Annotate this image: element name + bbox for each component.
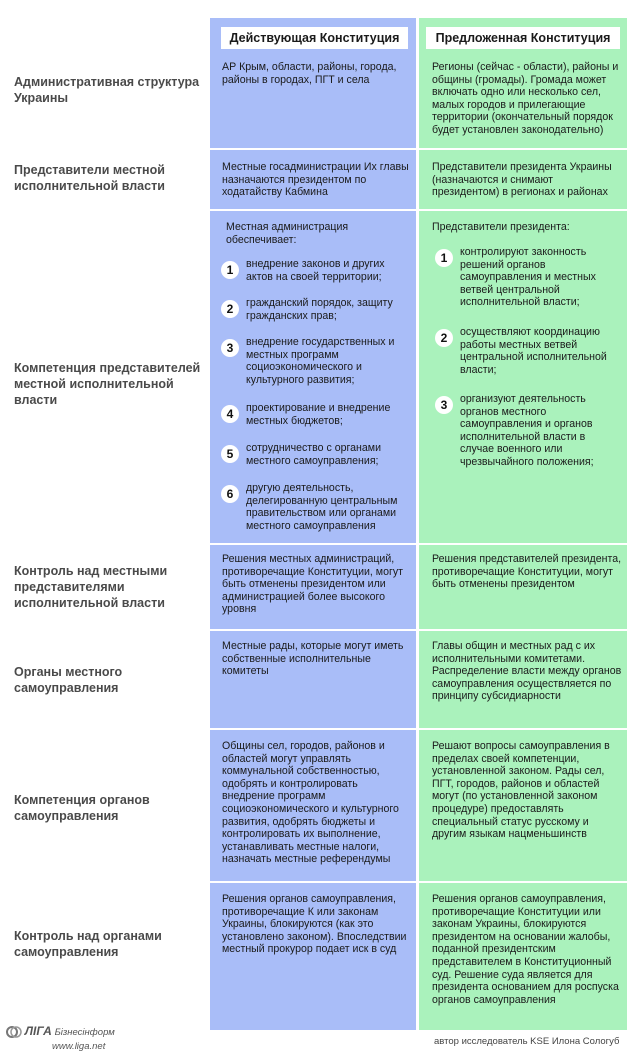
current-self-government-bodies: Местные рады, которые могут иметь собственные исполнительные комитеты [222,640,404,678]
proposed-constitution-header: Предложенная Конституция [426,27,620,49]
item-number-badge: 3 [221,339,239,357]
row-divider [210,728,416,730]
item-number-badge: 2 [221,300,239,318]
current-competence-item: другую деятельность, делегированную центральным правительством или органами местного самоуправления [246,482,398,532]
item-number-badge: 4 [221,405,239,423]
proposed-competence-item: организуют деятельность органов местного самоуправления и органов исполнительной власти в случае военного или чрезвычайного положения; [460,393,594,468]
item-number-badge: 1 [221,261,239,279]
row-divider [210,543,416,545]
current-competence-intro: Местная администрация обеспечивает: [226,221,349,246]
liga-brand-name: ЛІГА [24,1024,52,1038]
current-self-government-competence: Общины сел, городов, районов и областей могут управлять коммунальной собственностью, одобрять и контролировать внедрение программ социоэкономического и культурного развития, одобрять бюджеты и контролировать их выполнение, устанавливать местные налоги, назначать местные референдумы [222,740,399,866]
row-label-self-government-bodies: Органы местного самоуправления [14,665,123,695]
current-administrative-structure: АР Крым, области, районы, города, районы в городах, ПГТ и села [222,61,397,86]
proposed-administrative-structure: Регионы (сейчас - области), районы и общины (громады). Громада может включать одно или несколько сел, малых городов и прилегающие территории (окончательный порядок будет установлен законодательно) [432,61,619,136]
row-label-executive-representatives: Представители местной исполнительной власти [14,163,165,193]
author-credit: автор исследователь KSE Илона Сологуб [434,1036,620,1047]
liga-logo-icon [6,1025,22,1039]
current-constitution-header: Действующая Конституция [221,27,408,49]
row-label-self-government-control: Контроль над органами самоуправления [14,929,162,959]
proposed-competence-item: осуществляют координацию работы местных ветвей центральной исполнительной власти; [460,326,607,376]
item-number-badge: 2 [435,329,453,347]
row-divider [419,543,627,545]
row-divider [419,148,627,150]
liga-site-link[interactable]: www.liga.net [52,1041,106,1052]
row-label-self-government-competence: Компетенция органов самоуправления [14,793,150,823]
row-divider [210,209,416,211]
proposed-self-government-competence: Решают вопросы самоуправления в пределах своей компетенции, установленной законом. Рады сел, ПГТ, городов, районов и областей могут (по установленной законом процедуре) предоставлять специальный статус русскому и другим языкам нацменьшинств [432,740,610,841]
current-executive-control: Решения местных администраций, противоречащие Конституции, могут быть отменены президентом или администрацией более высокого уровня [222,553,403,616]
item-number-badge: 5 [221,445,239,463]
current-executive-representatives: Местные госадминистрации Их главы назначаются президентом по ходатайству Кабмина [222,161,409,199]
current-competence-item: внедрение государственных и местных программ социоэкономического и культурного развития; [246,336,395,386]
current-competence-item: проектирование и внедрение местных бюджетов; [246,402,391,427]
row-divider [210,629,416,631]
item-number-badge: 3 [435,396,453,414]
item-number-badge: 1 [435,249,453,267]
row-label-executive-control: Контроль над местными представителями исполнительной власти [14,564,168,610]
row-divider [210,148,416,150]
proposed-executive-representatives: Представители президента Украины (назначаются и снимают президентом) в регионах и районах [432,161,612,199]
liga-brand-subtitle: Бізнесінформ [54,1027,115,1038]
row-divider [419,881,627,883]
current-competence-item: сотрудничество с органами местного самоуправления; [246,442,381,467]
row-divider [419,728,627,730]
row-label-administrative-structure: Административная структура Украины [14,75,200,105]
item-number-badge: 6 [221,485,239,503]
liga-logo [6,1024,115,1039]
proposed-self-government-control: Решения органов самоуправления, противоречащие Конституции или законам Украины, блокируются президентом на основании жалобы, поданной президентским представителем в Конституционный суд. Решение суда является для президента основанием для роспуска органов самоуправления [432,893,619,1006]
row-divider [419,629,627,631]
current-self-government-control: Решения органов самоуправления, противоречащие К или законам Украины, блокируются (как это установлено законом). Впоследствии местный прокурор подает иск в суд [222,893,407,956]
proposed-self-government-bodies: Главы общин и местных рад с их исполнительными комитетами. Распределение власти между органов самоуправления осуществляется по принципу субсидиарности [432,640,622,703]
row-divider [210,881,416,883]
row-divider [419,209,627,211]
row-label-executive-competence: Компетенция представителей местной исполнительной власти [14,361,201,407]
proposed-competence-item: контролируют законность решений органов самоуправления и местных ветвей центральной исполнительной власти; [460,246,596,309]
current-competence-item: внедрение законов и других актов на своей территории; [246,258,385,283]
current-competence-item: гражданский порядок, защиту гражданских прав; [246,297,393,322]
proposed-executive-control: Решения представителей президента, противоречащие Конституции, могут быть отменены президентом [432,553,622,591]
proposed-competence-intro: Представители президента: [432,221,570,233]
